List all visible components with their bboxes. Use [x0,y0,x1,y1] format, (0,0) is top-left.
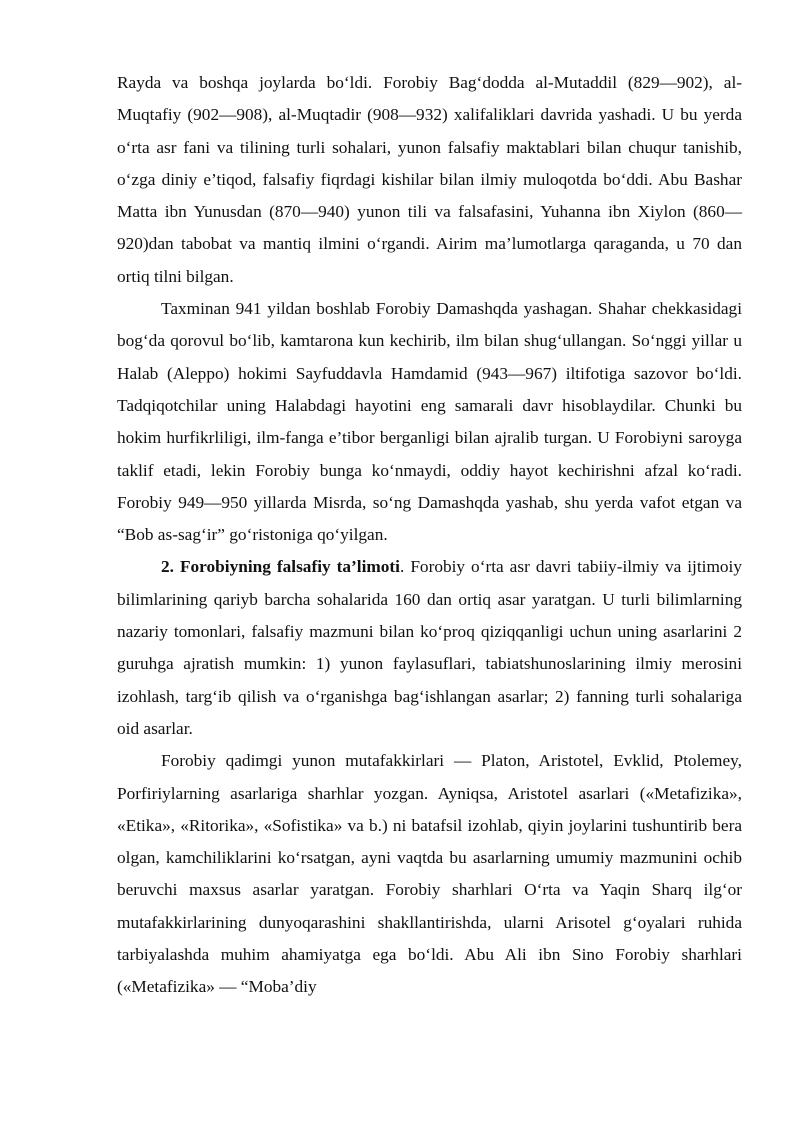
paragraph-damascus: Taxminan 941 yildan boshlab Forobiy Damashqda yashagan. Shahar chekkasidagi bog‘da qorovul bo‘lib, kamtarona kun kechirib, ilm bilan shug‘ullangan. So‘nggi yillar u Halab (Aleppo) hokimi Sayfuddavla Hamdamid (943—967) iltifotiga sazovor bo‘ldi. Tadqiqotchilar uning Halabdagi hayotini eng samarali davr hisoblaydilar. Chunki bu hokim hurfikrliligi, ilm-fanga e’tibor berganligi bilan ajralib turgan. U Forobiyni saroyga taklif etadi, lekin Forobiy bunga ko‘nmaydi, oddiy hayot kechirishni afzal ko‘radi. Forobiy 949—950 yillarda Misrda, so‘ng Damashqda yashab, shu yerda vafot etgan va “Bob as-sag‘ir” go‘ristoniga qo‘yilgan. [117,299,742,545]
paragraph-continuation: Rayda va boshqa joylarda bo‘ldi. Forobiy Bag‘dodda al-Mutaddil (829—902), al-Muqtafiy (902—908), al-Muqtadir (908—932) xalifaliklari davrida yashadi. U bu yerda o‘rta asr fani va tilining turli sohalari, yunon falsafiy maktablari bilan chuqur tanishib, o‘zga diniy e’tiqod, falsafiy fiqrdagi kishilar bilan ilmiy muloqotda bo‘ddi. Abu Bashar Matta ibn Yunusdan (870—940) yunon tili va falsafasini, Yuhanna ibn Xiylon (860— 920)dan tabobat va mantiq ilmini o‘rgandi. Airim ma’lumotlarga qaraganda, u 70 dan ortiq tilni bilgan. [117,73,742,286]
document-page [117,67,742,1004]
paragraph-philosophy [117,551,742,745]
section-heading: 2. Forobiyning falsafiy ta’limoti [161,557,400,577]
paragraph-philosophy-text: . Forobiy o‘rta asr davri tabiiy-ilmiy va ijtimoiy bilimlarining qariyb barcha sohalarida 160 dan ortiq asar yaratgan. U turli bilimlarning nazariy tomonlari, falsafiy mazmuni bilan ko‘proq qiziqqanligi uchun uning asarlarini 2 guruhga ajratish mumkin: 1) yunon faylasuflari, tabiatshunoslarining ilmiy merosini izohlash, targ‘ib qilish va o‘rganishga bag‘ishlangan asarlar; 2) fanning turli sohalariga oid asarlar. [117,557,742,738]
paragraph-commentaries: Forobiy qadimgi yunon mutafakkirlari — Platon, Aristotel, Evklid, Ptolemey, Porfiriylarning asarlariga sharhlar yozgan. Ayniqsa, Aristotel asarlari («Metafizika», «Etika», «Ritorika», «Sofistika» va b.) ni batafsil izohlab, qiyin joylarini tushuntirib bera olgan, kamchiliklarini ko‘rsatgan, ayni vaqtda bu asarlarning umumiy mazmunini ochib beruvchi maxsus asarlar yaratgan. Forobiy sharhlari O‘rta va Yaqin Sharq ilg‘or mutafakkirlarining dunyoqarashini shakllantirishda, ularni Arisotel g‘oyalari ruhida tarbiyalashda muhim ahamiyatga ega bo‘ldi. Abu Ali ibn Sino Forobiy sharhlari («Metafizika» — “Moba’diy [117,751,742,997]
